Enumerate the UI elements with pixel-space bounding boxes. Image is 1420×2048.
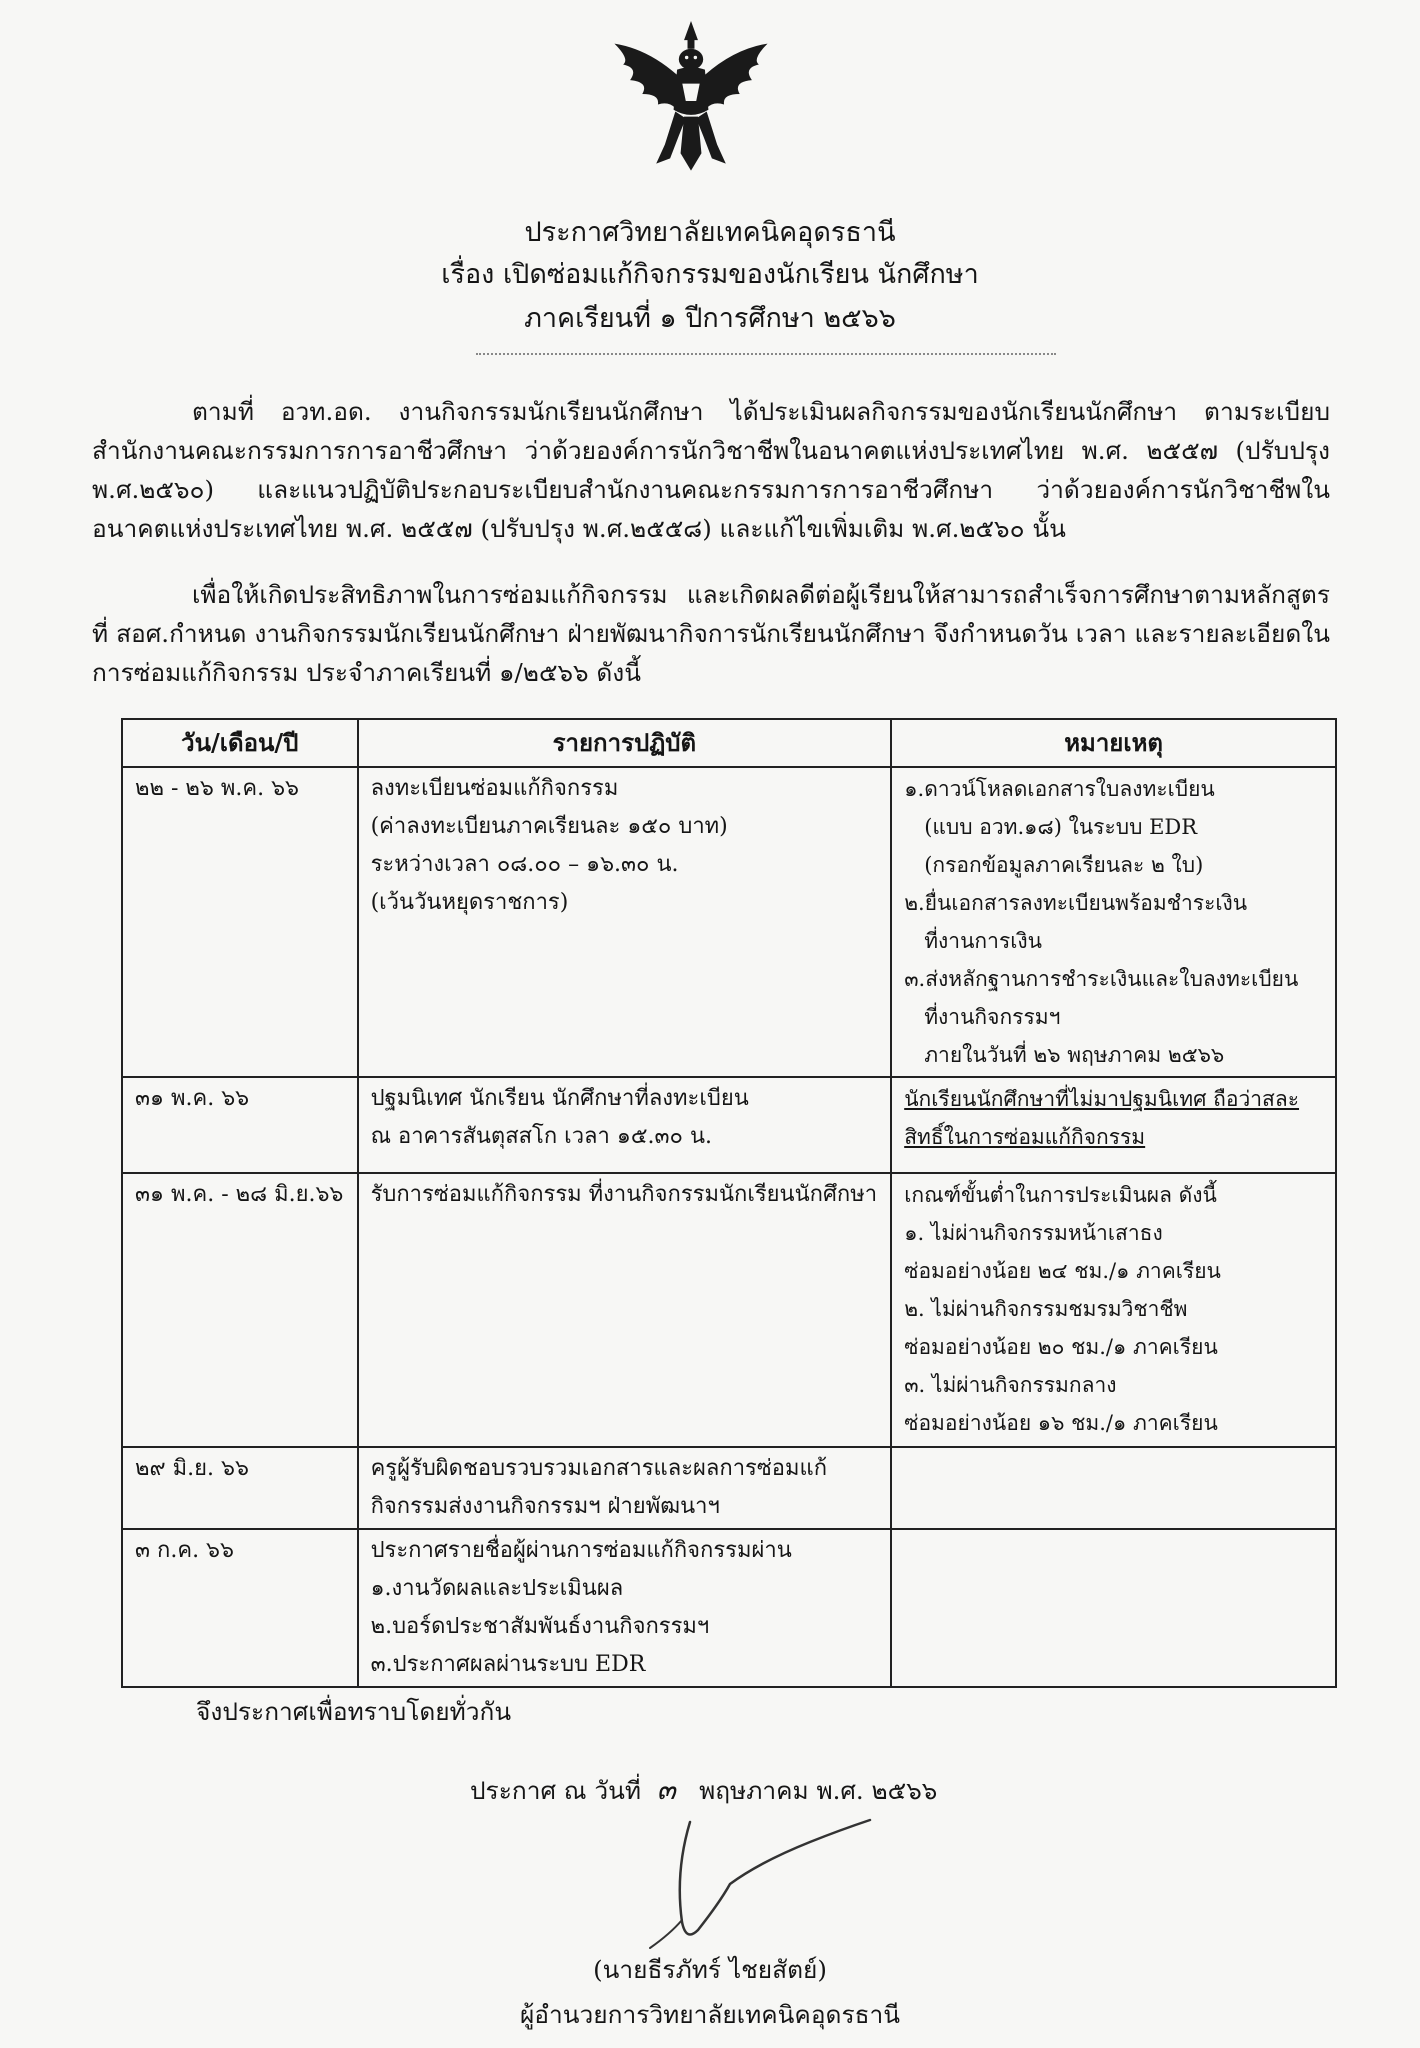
notes-cell: [891, 1447, 1336, 1529]
note-line: ๑. ไม่ผ่านกิจกรรมหน้าเสาธง: [904, 1221, 1163, 1245]
action-line: ๑.งานวัดผลและประเมินผล: [370, 1576, 624, 1601]
garuda-emblem-icon: [604, 14, 778, 188]
note-line: (แบบ อวท.๑๘) ในระบบ EDR: [924, 815, 1198, 839]
action-cell: [358, 1529, 892, 1687]
handwritten-signature: [620, 1802, 880, 1952]
date-text: ๓๑ พ.ค. - ๒๘ มิ.ย.๖๖: [135, 1182, 344, 1207]
header-divider: [476, 353, 1056, 355]
date-cell: [122, 1173, 358, 1447]
notes-cell: [891, 767, 1336, 1077]
note-line: เกณฑ์ขั้นต่ำในการประเมินผล ดังนี้: [904, 1183, 1217, 1207]
announce-day: ๓: [656, 1773, 676, 1806]
announcement-term: ภาคเรียนที่ ๑ ปีการศึกษา ๒๕๖๖: [524, 303, 896, 334]
notes-cell: [891, 1173, 1336, 1447]
announcement-subject: เรื่อง เปิดซ่อมแก้กิจกรรมของนักเรียน นักศึกษา: [441, 259, 979, 290]
date-cell: [122, 1447, 358, 1529]
note-line: สิทธิ์ในการซ่อมแก้กิจกรรม: [904, 1125, 1146, 1149]
body-paragraph-1: ตามที่ อวท.อด. งานกิจกรรมนักเรียนนักศึกษา ได้ประเมินผลกิจกรรมของนักเรียนนักศึกษา ตามระเบียบสำนักงานคณะกรรมการการอาชีวศึกษา ว่าด้วยองค์การนักวิชาชีพในอนาคตแห่งประเทศไทย พ.ศ. ๒๕๕๗ (ปรับปรุง พ.ศ.๒๕๖๐) และแนวปฏิบัติประกอบระเบียบสำนักงานคณะกรรมการการอาชีวศึกษา ว่าด้วยองค์การนักวิชาชีพในอนาคตแห่งประเทศไทย พ.ศ. ๒๕๕๗ (ปรับปรุง พ.ศ.๒๕๕๘) และแก้ไขเพิ่มเติม พ.ศ.๒๕๖๐ นั้น: [92, 397, 1330, 543]
table-row: [122, 767, 1336, 1077]
note-line: ๒. ไม่ผ่านกิจกรรมชมรมวิชาชีพ: [904, 1297, 1188, 1321]
announce-suffix: พฤษภาคม พ.ศ. ๒๕๖๖: [699, 1776, 938, 1805]
date-text: ๒๙ มิ.ย. ๖๖: [135, 1456, 249, 1481]
action-line: ครูผู้รับผิดชอบรวบรวมเอกสารและผลการซ่อมแก้: [370, 1456, 828, 1481]
action-line: ปฐมนิเทศ นักเรียน นักศึกษาที่ลงทะเบียน: [370, 1086, 749, 1111]
table-row: [122, 1447, 1336, 1529]
action-line: (เว้นวันหยุดราชการ): [370, 890, 569, 915]
column-header-date: วัน/เดือน/ปี: [122, 719, 358, 767]
action-cell: [358, 1173, 892, 1447]
action-line: ณ อาคารสันตุสสโก เวลา ๑๕.๓๐ น.: [370, 1124, 712, 1149]
date-cell: [122, 1529, 358, 1687]
action-line: ลงทะเบียนซ่อมแก้กิจกรรม: [370, 776, 619, 801]
action-line: ๒.บอร์ดประชาสัมพันธ์งานกิจกรรมฯ: [370, 1614, 710, 1639]
action-line: ระหว่างเวลา ๐๘.๐๐ – ๑๖.๓๐ น.: [370, 852, 679, 877]
note-line: ที่งานการเงิน: [924, 929, 1043, 953]
action-line: รับการซ่อมแก้กิจกรรม ที่งานกิจกรรมนักเรียนนักศึกษา: [370, 1182, 878, 1207]
action-line: กิจกรรมส่งงานกิจกรรมฯ ฝ่ายพัฒนาฯ: [370, 1494, 720, 1519]
note-line: ๑.ดาวน์โหลดเอกสารใบลงทะเบียน: [904, 777, 1215, 801]
schedule-table: [121, 718, 1337, 1688]
action-line: ๓.ประกาศผลผ่านระบบ EDR: [370, 1652, 646, 1677]
note-line: (กรอกข้อมูลภาคเรียนละ ๒ ใบ): [924, 853, 1204, 877]
note-line: นักเรียนนักศึกษาที่ไม่มาปฐมนิเทศ ถือว่าสละ: [904, 1087, 1300, 1111]
date-text: ๓๑ พ.ค. ๖๖: [135, 1086, 250, 1111]
note-line: ๓. ไม่ผ่านกิจกรรมกลาง: [904, 1373, 1117, 1397]
announce-prefix: ประกาศ ณ วันที่: [470, 1776, 641, 1805]
date-cell: [122, 1077, 358, 1173]
date-cell: [122, 767, 358, 1077]
date-text: ๒๒ - ๒๖ พ.ค. ๖๖: [135, 776, 300, 801]
note-line: ซ่อมอย่างน้อย ๒๔ ชม./๑ ภาคเรียน: [904, 1259, 1221, 1283]
column-header-action: รายการปฏิบัติ: [358, 719, 892, 767]
notes-cell: [891, 1529, 1336, 1687]
date-text: ๓ ก.ค. ๖๖: [135, 1538, 234, 1563]
action-cell: [358, 767, 892, 1077]
table-header-row: [122, 719, 1336, 767]
action-cell: [358, 1077, 892, 1173]
note-line: ๓.ส่งหลักฐานการชำระเงินและใบลงทะเบียน: [904, 967, 1299, 991]
table-row: [122, 1173, 1336, 1447]
note-line: ภายในวันที่ ๒๖ พฤษภาคม ๒๕๖๖: [924, 1043, 1225, 1067]
notes-cell: [891, 1077, 1336, 1173]
note-line: ๒.ยื่นเอกสารลงทะเบียนพร้อมชำระเงิน: [904, 891, 1248, 915]
column-header-notes: หมายเหตุ: [891, 719, 1336, 767]
note-line: ที่งานกิจกรรมฯ: [924, 1005, 1061, 1029]
announcement-issuer: ประกาศวิทยาลัยเทคนิคอุดรธานี: [524, 217, 896, 248]
body-paragraph-2: เพื่อให้เกิดประสิทธิภาพในการซ่อมแก้กิจกรรม และเกิดผลดีต่อผู้เรียนให้สามารถสำเร็จการศึกษาตามหลักสูตร ที่ สอศ.กำหนด งานกิจกรรมนักเรียนนักศึกษา ฝ่ายพัฒนากิจการนักเรียนนักศึกษา จึงกำหนดวัน เวลา และรายละเอียดในการซ่อมแก้กิจกรรม ประจำภาคเรียนที่ ๑/๒๕๖๖ ดังนี้: [92, 580, 1330, 687]
action-cell: [358, 1447, 892, 1529]
note-line: ซ่อมอย่างน้อย ๒๐ ชม./๑ ภาคเรียน: [904, 1335, 1218, 1359]
note-line: ซ่อมอย่างน้อย ๑๖ ชม./๑ ภาคเรียน: [904, 1411, 1218, 1435]
table-row: [122, 1077, 1336, 1173]
signer-name: (นายธีรภัทร์ ไชยสัตย์): [593, 1955, 827, 1984]
action-line: (ค่าลงทะเบียนภาคเรียนละ ๑๕๐ บาท): [370, 814, 728, 839]
action-line: ประกาศรายชื่อผู้ผ่านการซ่อมแก้กิจกรรมผ่าน: [370, 1538, 792, 1563]
table-row: [122, 1529, 1336, 1687]
signer-title: ผู้อำนวยการวิทยาลัยเทคนิคอุดรธานี: [519, 2000, 901, 2029]
closing-statement: จึงประกาศเพื่อทราบโดยทั่วกัน: [196, 1697, 512, 1726]
